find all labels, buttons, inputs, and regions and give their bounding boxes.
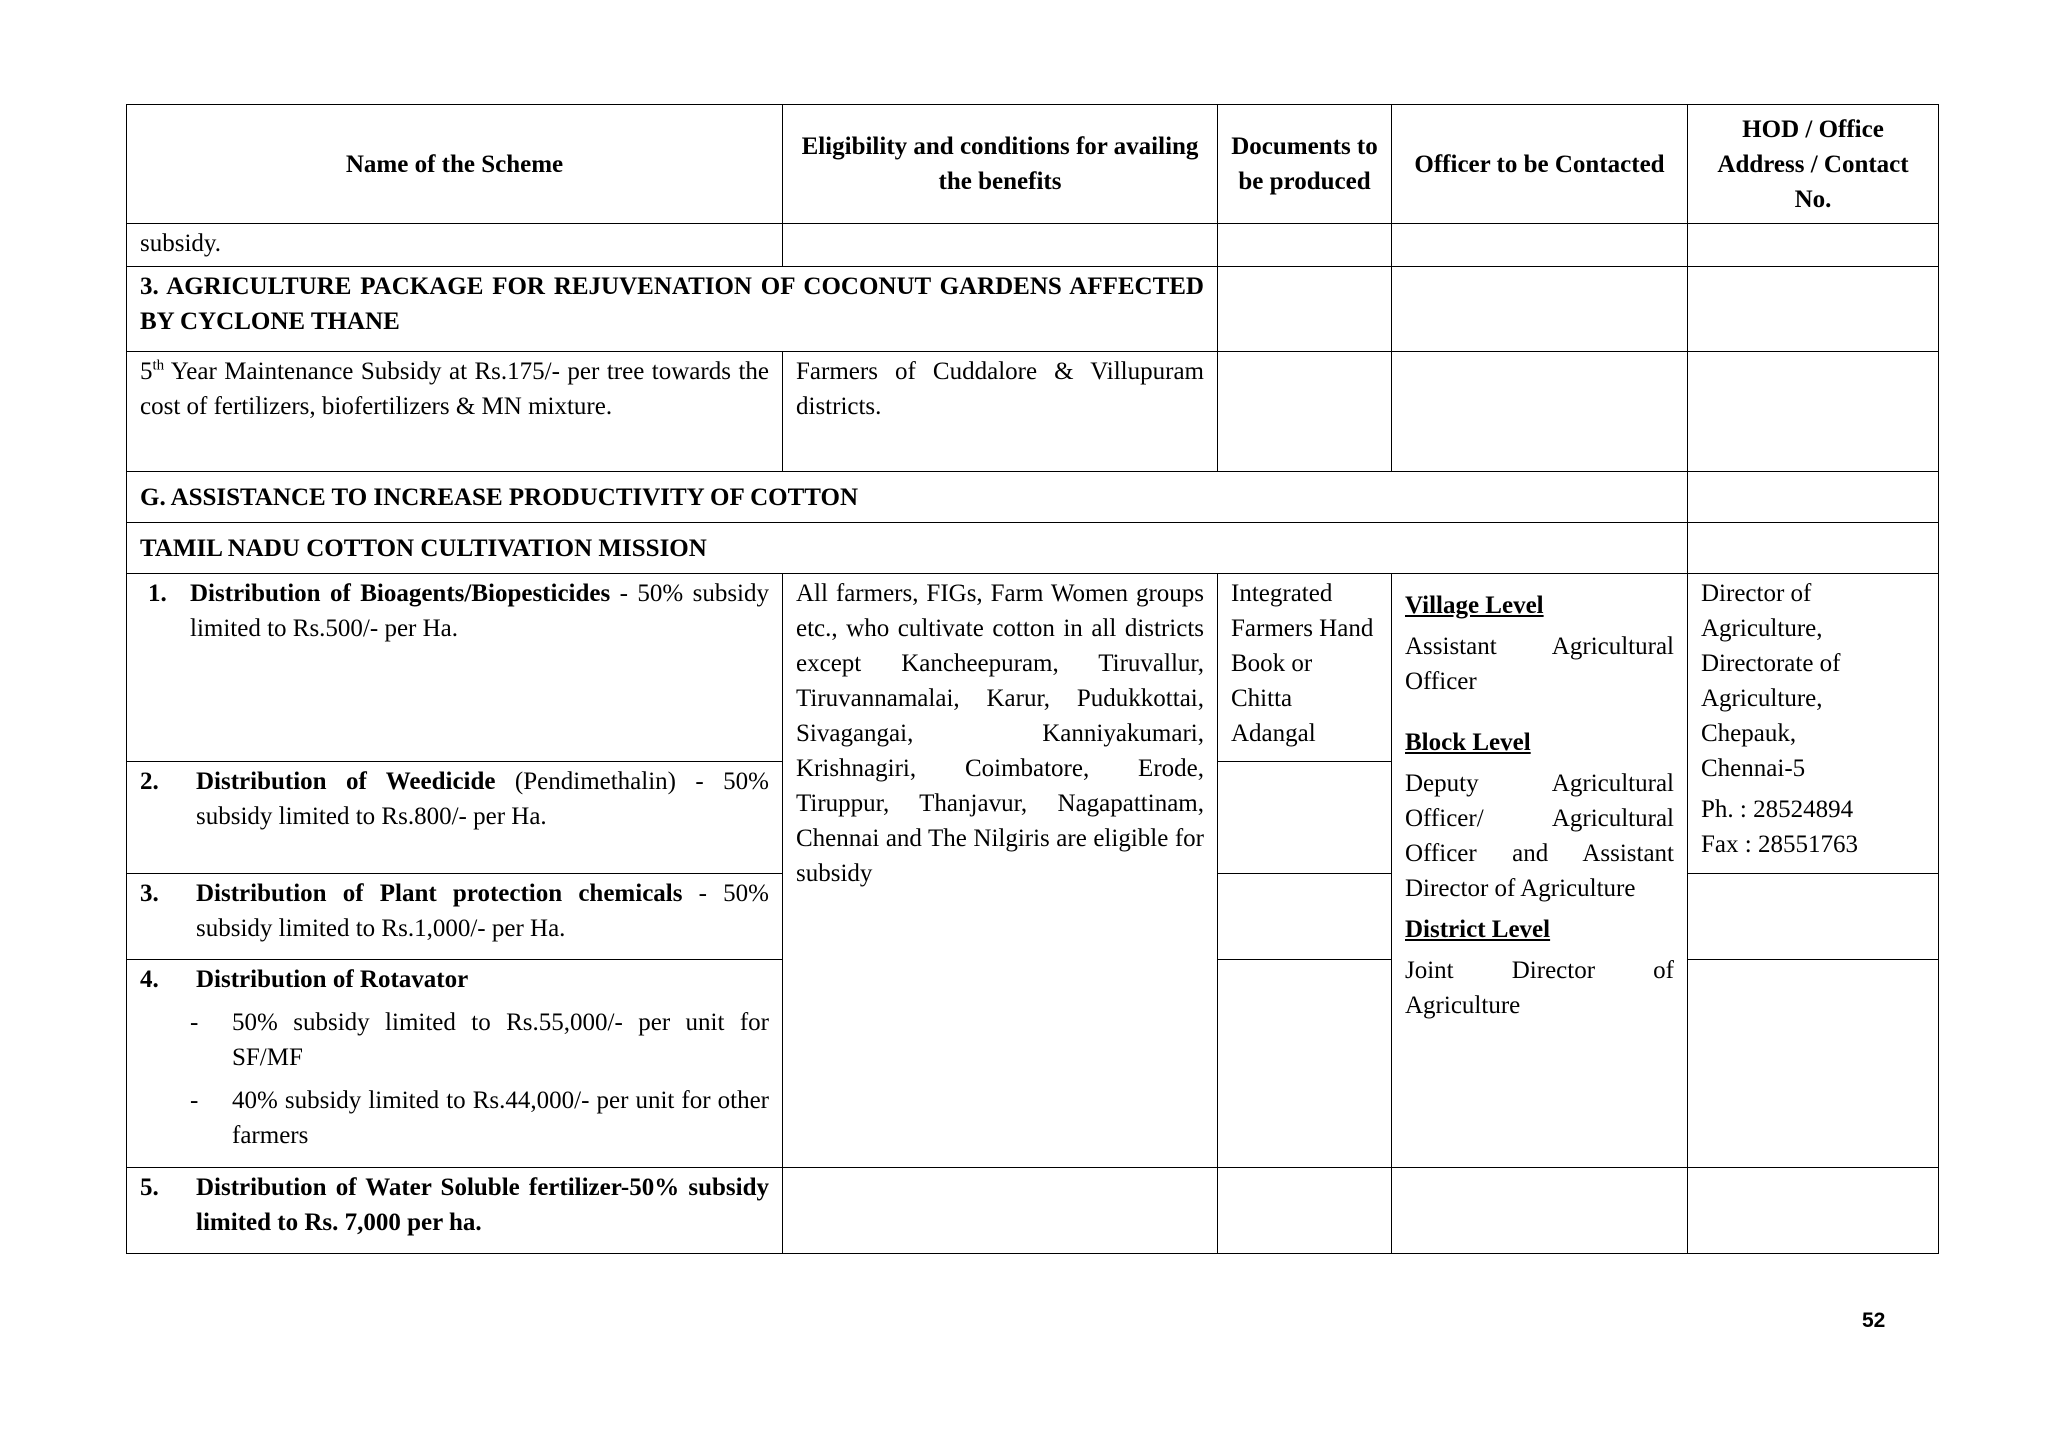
item-5: 5. Distribution of Water Soluble fertilizer-50% subsidy limited to Rs. 7,000 per ha. <box>127 1168 783 1254</box>
header-eligibility: Eligibility and conditions for availing the benefits <box>783 105 1218 224</box>
officer-levels <box>1392 574 1688 1168</box>
village-level: Village Level <box>1405 592 1544 619</box>
coconut-heading: 3. AGRICULTURE PACKAGE FOR REJUVENATION OF COCONUT GARDENS AFFECTED BY CYCLONE THANE <box>127 267 1218 352</box>
coconut-item: 5th Year Maintenance Subsidy at Rs.175/- per tree towards the cost of fertilizers, biofertilizers & MN mixture. <box>127 352 783 472</box>
hod-phone: Ph. : 28524894 <box>1701 796 1854 823</box>
block-level: Block Level <box>1405 729 1531 756</box>
table-row <box>127 523 1939 574</box>
scheme-table <box>126 104 1939 1254</box>
item-2: 2. Distribution of Weedicide (Pendimethalin) - 50% subsidy limited to Rs.800/- per Ha. <box>127 762 783 874</box>
cotton-mission: TAMIL NADU COTTON CULTIVATION MISSION <box>127 523 1688 574</box>
header-row <box>127 105 1939 224</box>
header-hod: HOD / Office Address / Contact No. <box>1688 105 1939 224</box>
list-item: - 40% subsidy limited to Rs.44,000/- per unit for other farmers <box>190 1087 769 1149</box>
item-3: 3. Distribution of Plant protection chemicals - 50% subsidy limited to Rs.1,000/- per Ha. <box>127 874 783 960</box>
cotton-eligibility: All farmers, FIGs, Farm Women groups etc., who cultivate cotton in all districts except Kancheepuram, Tiruvallur, Tiruvannamalai, Karur, Pudukkottai, Sivagangai, Kanniyakumari, Krishnagiri, Coimbatore, Erode, Tiruppur, Thanjavur, Nagapattinam, Chennai and The Nilgiris are eligible for subsidy <box>783 574 1218 1168</box>
table-row <box>127 352 1939 472</box>
coconut-eligibility: Farmers of Cuddalore & Villupuram districts. <box>783 352 1218 472</box>
district-level: District Level <box>1405 916 1551 943</box>
table-row <box>127 574 1939 762</box>
hod-address: Director of Agriculture, Directorate of Agriculture, Chepauk, Chennai-5 Ph. : 28524894 Fax : 28551763 <box>1688 574 1939 874</box>
header-officer: Officer to be Contacted <box>1392 105 1688 224</box>
item-4: 4. Distribution of Rotavator - 50% subsidy limited to Rs.55,000/- per unit for SF/MF - 40% subsidy limited to Rs.44,000/- per unit for other farmers <box>127 960 783 1168</box>
page-number: 52 <box>1862 1309 1886 1332</box>
cotton-documents: Integrated Farmers Hand Book or Chitta Adangal <box>1218 574 1392 762</box>
cotton-heading-g: G. ASSISTANCE TO INCREASE PRODUCTIVITY OF COTTON <box>127 472 1688 523</box>
hod-fax: Fax : 28551763 <box>1701 831 1858 858</box>
block-officer: Deputy Agricultural Officer/ Agricultural Officer and Assistant Director of Agriculture <box>1405 770 1674 902</box>
header-scheme: Name of the Scheme <box>127 105 783 224</box>
table-row <box>127 267 1939 352</box>
table-row <box>127 224 1939 267</box>
table-row <box>127 472 1939 523</box>
item-1: 1. Distribution of Bioagents/Biopesticides - 50% subsidy limited to Rs.500/- per Ha. <box>127 574 783 762</box>
list-item: - 50% subsidy limited to Rs.55,000/- per unit for SF/MF <box>190 1009 769 1071</box>
subsidy-continuation: subsidy. <box>127 224 783 267</box>
district-officer: Joint Director of Agriculture <box>1405 957 1674 1019</box>
village-officer: Assistant Agricultural Officer <box>1405 633 1674 695</box>
header-documents: Documents to be produced <box>1218 105 1392 224</box>
table-row <box>127 1168 1939 1254</box>
